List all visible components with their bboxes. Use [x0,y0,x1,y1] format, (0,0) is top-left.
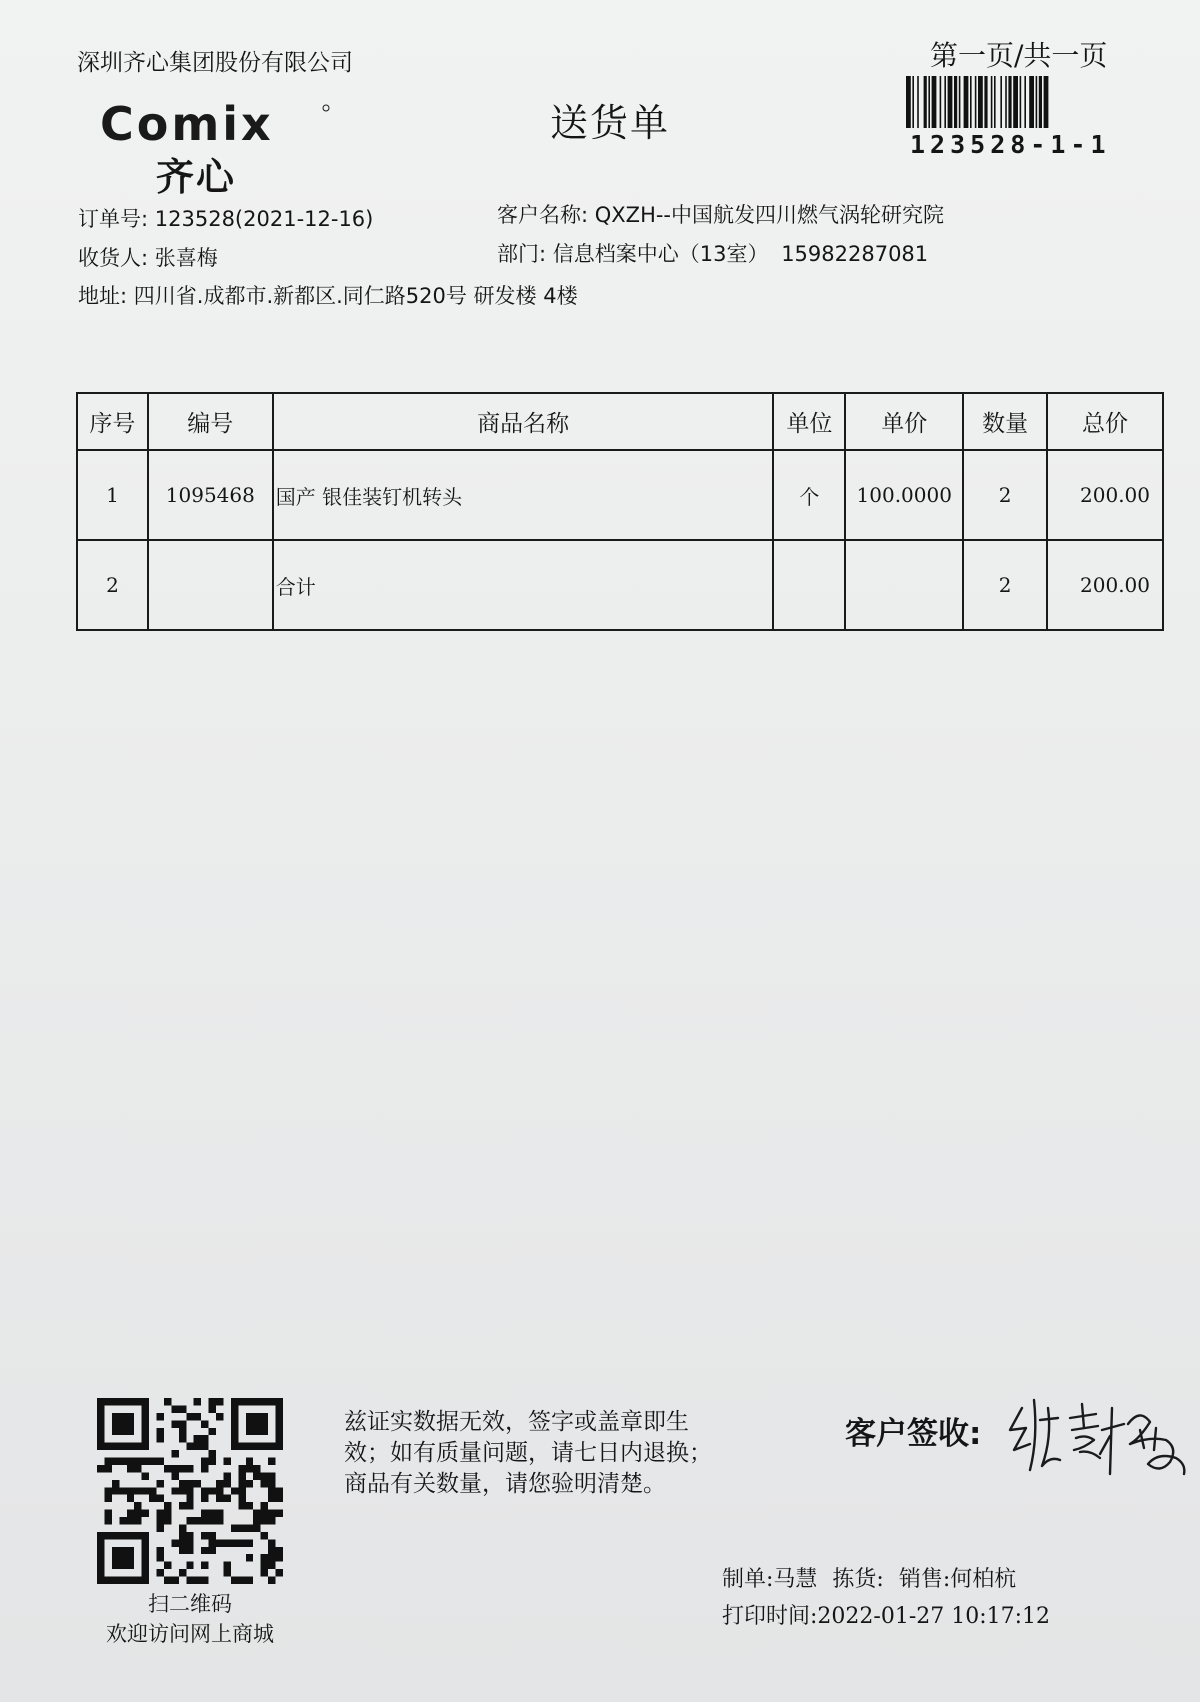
notice-line: 兹证实数据无效，签字或盖章即生 [344,1409,689,1435]
document-title: 送货单 [550,101,671,145]
page-indicator: 第一页/共一页 [930,39,1108,72]
staff-line [722,1562,1016,1593]
receiver-value: 张喜梅 [154,246,218,270]
order-number [78,203,373,233]
dept-value: 信息档案中心（13室） [552,242,769,266]
cell-total: 200.00 [1047,540,1163,630]
cell-unit: 个 [773,450,845,540]
header-total: 总价 [1047,393,1163,450]
header-seq: 序号 [77,393,148,450]
header-quantity: 数量 [963,393,1047,450]
dept-phone: 15982287081 [781,242,929,266]
svg-text:Comix: Comix [100,100,274,146]
header-unit-price: 单价 [845,393,963,450]
print-time: 打印时间:2022-01-27 10:17:12 [722,1604,1051,1629]
qr-caption-scan: 扫二维码 [148,1592,232,1616]
table-row [77,450,1163,540]
cell-total: 200.00 [1047,450,1163,540]
table-row [77,540,1163,630]
cell-quantity: 2 [963,450,1047,540]
cell-unit-price: 100.0000 [845,450,963,540]
items-table [76,392,1164,631]
receiver [78,242,218,272]
handwritten-signature [1000,1378,1190,1488]
receiver-label: 收货人: [78,246,149,270]
address-label: 地址: [78,284,128,308]
customer-name [497,199,944,229]
barcode-image [906,76,1124,128]
dept-label: 部门: [497,242,547,266]
address-value: 四川省.成都市.新都区.同仁路520号 研发楼 4楼 [133,284,578,308]
table-header-row [77,393,1163,450]
qr-caption-visit-shop: 欢迎访问网上商城 [106,1622,274,1646]
header-unit: 单位 [773,393,845,450]
order-label: 订单号: [78,207,149,231]
address [78,280,578,310]
cell-code [148,540,273,630]
cell-code: 1095468 [148,450,273,540]
company-name: 深圳齐心集团股份有限公司 [77,50,353,76]
header-code: 编号 [148,393,273,450]
notice-line: 商品有关数量，请您验明清楚。 [344,1471,666,1497]
order-value: 123528(2021-12-16) [154,207,374,231]
maker: 制单:马慧 [722,1567,818,1592]
seller: 销售:何柏杭 [898,1567,1017,1592]
customer-label: 客户名称: [497,203,589,227]
qr-code-image [97,1398,283,1584]
cell-product-name: 合计 [273,540,774,630]
customer-sign-label: 客户签收: [845,1416,982,1452]
notice-line: 效；如有质量问题，请七日内退换； [344,1440,712,1466]
picker: 拣货: [832,1567,884,1592]
comix-logo [100,100,330,146]
cell-product-name: 国产 银佳装钉机转头 [273,450,774,540]
cell-seq: 1 [77,450,148,540]
cell-unit [773,540,845,630]
department [497,238,928,268]
cell-quantity: 2 [963,540,1047,630]
cell-seq: 2 [77,540,148,630]
customer-value: QXZH--中国航发四川燃气涡轮研究院 [594,203,945,227]
barcode-number: 123528-1-1 [910,130,1111,159]
cell-unit-price [845,540,963,630]
logo-chinese-name: 齐心 [156,155,237,199]
delivery-notice [344,1407,784,1500]
header-product-name: 商品名称 [273,393,774,450]
